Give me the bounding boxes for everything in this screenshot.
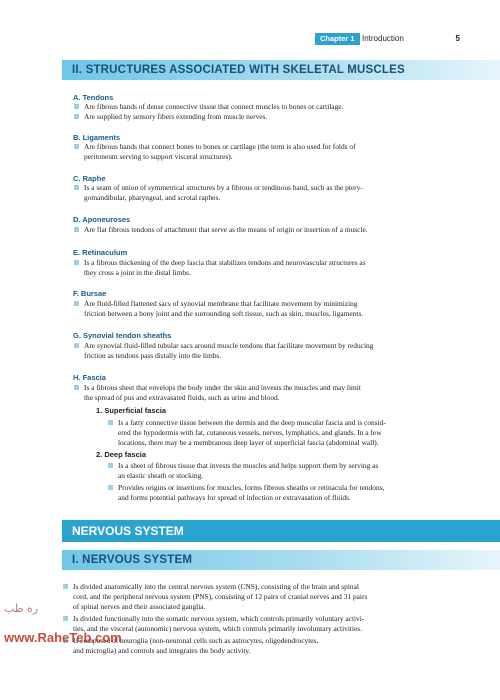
list-item: Is a fibrous thickening of the deep fascia that stabilizes tendons and neurovascular structures as bbox=[84, 258, 464, 268]
bullet-icon bbox=[74, 114, 79, 119]
list-item-continuation: and forms potential pathways for spread of infection or extravasation of fluids. bbox=[118, 493, 351, 502]
list-item-continuation: gomandibular, pharyngeal, and scrotal raphes. bbox=[84, 193, 221, 202]
chapter-tag: Chapter 1 bbox=[315, 33, 360, 45]
list-item-continuation: cord, and the peripheral nervous system (PNS), consisting of 12 pairs of cranial nerves and 31 pairs bbox=[73, 592, 368, 601]
list-item: Is a fibrous sheet that envelops the body under the skin and invests the muscles and may limit bbox=[84, 383, 464, 393]
item-heading-aponeuroses: D. Aponeuroses bbox=[73, 215, 131, 224]
section-title: II. STRUCTURES ASSOCIATED WITH SKELETAL MUSCLES bbox=[72, 64, 405, 76]
section-title: I. NERVOUS SYSTEM bbox=[72, 554, 193, 566]
list-item: Is divided functionally into the somatic nervous system, which controls primarily voluntary activi- bbox=[73, 614, 465, 624]
page-number: 5 bbox=[455, 34, 460, 43]
bullet-icon bbox=[74, 385, 79, 390]
item-heading-ligaments: B. Ligaments bbox=[73, 133, 121, 142]
bullet-icon bbox=[74, 185, 79, 190]
list-item: Is a sheet of fibrous tissue that invests the muscles and helps support them by serving as bbox=[118, 461, 464, 471]
watermark-logo bbox=[0, 600, 200, 660]
list-item-continuation: locations, there may be a membranous deep layer of superficial fascia (abdominal wall). bbox=[118, 438, 379, 447]
list-item: Are synovial fluid-filled tubular sacs around muscle tendons that facilitate movement by reducing bbox=[84, 341, 464, 351]
section-heading-nervous-system bbox=[62, 550, 500, 570]
list-item-continuation: friction as tendons pass distally into the limbs. bbox=[84, 351, 222, 360]
bullet-icon bbox=[74, 260, 79, 265]
item-heading-synovial-tendon-sheaths: G. Synovial tendon sheaths bbox=[73, 331, 172, 340]
bullet-icon bbox=[74, 343, 79, 348]
list-item: Are fibrous bands of dense connective tissue that connect muscles to bones or cartilage. bbox=[84, 102, 464, 112]
list-item: Are fibrous bands that connect bones to bones or cartilage (the term is also used for folds of bbox=[84, 142, 464, 152]
item-heading-fascia: H. Fascia bbox=[73, 373, 106, 382]
watermark-url: www.RaheTeb.com bbox=[4, 630, 122, 645]
list-item: Is a fatty connective tissue between the dermis and the deep muscular fascia and is consid- bbox=[118, 418, 464, 428]
bullet-icon bbox=[108, 485, 113, 490]
bullet-icon bbox=[108, 420, 113, 425]
list-item: Is a seam of union of symmetrical structures by a fibrous or tendinous band, such as the ptery- bbox=[84, 183, 464, 193]
list-item-continuation: ties, and the visceral (autonomic) nervous system, which controls primarily involuntary activities. bbox=[73, 624, 362, 633]
list-item-continuation: ered the hypodermis with fat, cutaneous vessels, nerves, lymphatics, and glands. In a few bbox=[118, 428, 382, 437]
list-item-continuation: the spread of pus and extravasated fluids, such as urine and blood. bbox=[84, 393, 280, 402]
list-item: Is composed of neuroglia (non-neuronal cells such as astrocytes, oligodendrocytes, bbox=[73, 636, 465, 646]
section-heading-structures bbox=[62, 60, 500, 80]
list-item: Provides origins or insertions for muscles, forms fibrous sheaths or retinacula for tendons, bbox=[118, 483, 464, 493]
bullet-icon bbox=[63, 584, 68, 589]
banner-title: NERVOUS SYSTEM bbox=[72, 524, 184, 538]
list-item: Are fluid-filled flattened sacs of synovial membrane that facilitate movement by minimizing bbox=[84, 299, 464, 309]
running-head bbox=[315, 33, 460, 45]
watermark-text: ره طب bbox=[4, 602, 39, 615]
item-heading-retinaculum: E. Retinaculum bbox=[73, 248, 128, 257]
list-item: Are flat fibrous tendons of attachment that serve as the means of origin or insertion of a muscle. bbox=[84, 225, 464, 235]
item-heading-tendons: A. Tendons bbox=[73, 93, 114, 102]
bullet-icon bbox=[74, 144, 79, 149]
chapter-title: Introduction bbox=[362, 34, 404, 43]
bullet-icon bbox=[74, 301, 79, 306]
list-item-continuation: of spinal nerves and their associated ganglia. bbox=[73, 602, 206, 611]
list-item-continuation: an elastic sheath or stocking. bbox=[118, 471, 204, 480]
item-heading-bursae: F. Bursae bbox=[73, 289, 107, 298]
subheading-deep-fascia: 2. Deep fascia bbox=[96, 450, 147, 459]
bullet-icon bbox=[108, 463, 113, 468]
chapter-banner-nervous-system bbox=[62, 520, 500, 542]
list-item-continuation: friction between a bony joint and the surrounding soft tissue, such as skin, muscles, ligaments. bbox=[84, 309, 364, 318]
list-item-continuation: they cross a joint in the distal limbs. bbox=[84, 268, 191, 277]
list-item: Is divided anatomically into the central nervous system (CNS), consisting of the brain and spinal bbox=[73, 582, 465, 592]
bullet-icon bbox=[74, 104, 79, 109]
list-item-continuation: and microglia) and controls and integrates the body activity. bbox=[73, 646, 251, 655]
list-item-continuation: peritoneum serving to support visceral structures). bbox=[84, 152, 233, 161]
list-item: Are supplied by sensory fibers extending from muscle nerves. bbox=[84, 112, 464, 122]
bullet-icon bbox=[74, 227, 79, 232]
item-heading-raphe: C. Raphe bbox=[73, 174, 106, 183]
subheading-superficial-fascia: 1. Superficial fascia bbox=[96, 406, 167, 415]
